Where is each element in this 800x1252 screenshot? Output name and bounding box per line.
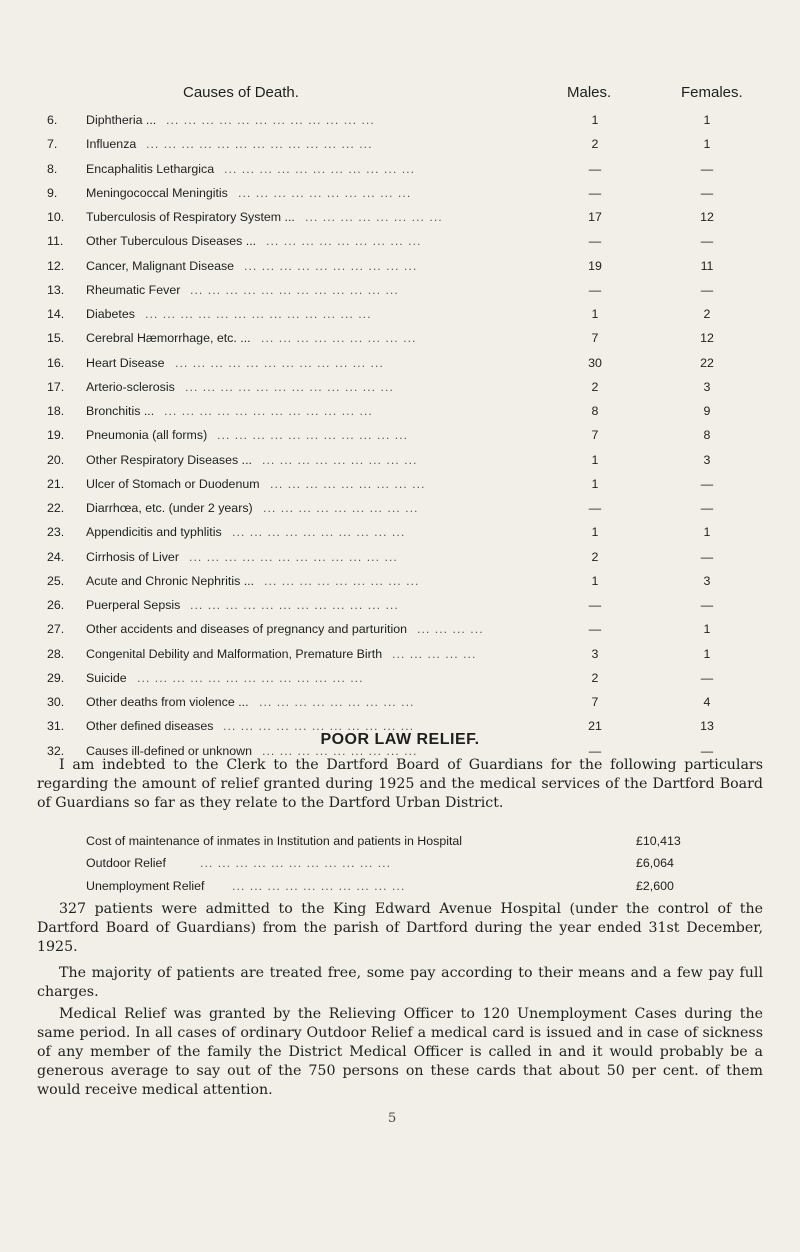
cause-label: Other Tuberculous Diseases ... — [86, 234, 257, 249]
females-count: 3 — [703, 573, 711, 588]
row-number: 24. — [47, 549, 65, 564]
table-row — [0, 399, 800, 423]
cause-label: Acute and Chronic Nephritis ... — [86, 573, 255, 588]
cause-label: Rheumatic Fever — [86, 282, 181, 297]
males-count: 19 — [588, 258, 602, 273]
row-number: 30. — [47, 695, 65, 709]
table-row — [0, 448, 800, 472]
table-row — [0, 229, 800, 253]
females-count: — — [700, 476, 714, 491]
females-count: 2 — [703, 307, 711, 321]
row-number: 16. — [47, 355, 65, 370]
males-count: 21 — [588, 719, 602, 734]
relief-amount: £2,600 — [636, 879, 674, 893]
table-row — [0, 157, 800, 181]
males-count: 1 — [591, 307, 599, 321]
males-count: 17 — [588, 210, 602, 224]
row-number: 7. — [47, 137, 58, 152]
row-number: 29. — [47, 670, 65, 685]
row-number: 23. — [47, 525, 65, 540]
males-count: 8 — [591, 404, 599, 418]
header-females: Females. — [681, 84, 743, 101]
leader-dots: ... ... ... ... ... ... ... ... ... — [262, 452, 418, 467]
leader-dots: ... ... ... ... ... ... ... ... ... ... — [238, 185, 412, 200]
row-number: 19. — [47, 428, 65, 443]
table-row — [0, 132, 800, 156]
males-count: 2 — [591, 379, 599, 394]
table-row — [0, 205, 800, 229]
table-row — [0, 302, 800, 326]
row-number: 25. — [47, 573, 65, 588]
leader-dots: ... ... ... ... ... ... ... ... ... ... ... ... — [164, 404, 373, 418]
females-count: 11 — [700, 258, 714, 273]
page-number: 5 — [388, 1111, 397, 1126]
males-count: 7 — [591, 331, 599, 346]
females-count: 1 — [703, 525, 711, 540]
leader-dots: ... ... ... ... ... ... ... ... ... — [264, 573, 420, 588]
males-count: — — [588, 161, 602, 176]
table-row — [0, 666, 800, 690]
cause-label: Influenza — [86, 137, 137, 152]
cause-label: Ulcer of Stomach or Duodenum — [86, 476, 260, 491]
cause-label: Cerebral Hæmorrhage, etc. ... — [86, 331, 251, 346]
females-count: 4 — [703, 695, 711, 709]
males-count: 7 — [591, 428, 599, 443]
cause-label: Pneumonia (all forms) — [86, 428, 208, 443]
leader-dots: ... ... ... ... ... ... ... ... ... ... ... ... ... — [137, 670, 364, 685]
relief-amount: £6,064 — [636, 856, 674, 870]
table-row — [0, 617, 800, 641]
cause-label: Suicide — [86, 670, 127, 685]
table-row — [0, 472, 800, 496]
males-count: — — [588, 598, 602, 612]
cause-label: Puerperal Sepsis — [86, 598, 181, 612]
row-number: 32. — [47, 743, 65, 758]
cause-label: Other deaths from violence ... — [86, 695, 249, 709]
leader-dots: ... ... ... ... — [417, 622, 484, 637]
table-row — [0, 375, 800, 399]
row-number: 8. — [47, 161, 58, 176]
cause-label: Other defined diseases — [86, 719, 214, 734]
leader-dots: ... ... ... ... ... ... ... ... ... ... ... ... — [189, 549, 398, 564]
leader-dots: ... ... ... ... ... ... ... ... ... ... ... ... — [166, 113, 375, 127]
males-count: 1 — [591, 113, 599, 127]
cause-label: Meningococcal Meningitis — [86, 185, 228, 200]
relief-label: Outdoor Relief — [86, 856, 166, 870]
header-causes: Causes of Death. — [183, 84, 299, 101]
table-row — [0, 423, 800, 447]
females-count: 1 — [703, 113, 711, 127]
table-row — [0, 181, 800, 205]
relief-label: Cost of maintenance of inmates in Institution and patients in Hospital — [86, 834, 463, 848]
cause-label: Appendicitis and typhlitis — [86, 525, 222, 540]
males-count: 1 — [591, 525, 599, 540]
leader-dots: ... ... ... ... ... ... ... ... ... — [261, 331, 417, 346]
females-count: — — [700, 670, 714, 685]
females-count: 3 — [703, 452, 711, 467]
males-count: 1 — [591, 573, 599, 588]
section-title: POOR LAW RELIEF. — [320, 731, 480, 748]
cause-label: Causes ill-defined or unknown — [86, 743, 252, 758]
cause-label: Cancer, Malignant Disease — [86, 258, 235, 273]
leader-dots: ... ... ... ... ... — [392, 646, 477, 661]
row-number: 27. — [47, 622, 65, 637]
leader-dots: ... ... ... ... ... ... ... ... ... ... ... ... ... — [145, 307, 372, 321]
table-row — [0, 278, 800, 302]
leader-dots: ... ... ... ... ... ... ... ... ... ... — [232, 879, 406, 893]
row-number: 15. — [47, 331, 65, 346]
cause-label: Bronchitis ... — [86, 404, 155, 418]
table-row — [0, 351, 800, 375]
row-number: 6. — [47, 113, 58, 127]
row-number: 28. — [47, 646, 65, 661]
females-count: — — [700, 743, 714, 758]
table-row — [0, 326, 800, 350]
row-number: 9. — [47, 185, 58, 200]
table-row — [0, 254, 800, 278]
leader-dots: ... ... ... ... ... ... ... ... ... ... ... ... — [175, 355, 384, 370]
row-number: 20. — [47, 452, 65, 467]
males-count: 2 — [591, 549, 599, 564]
females-count: 8 — [703, 428, 711, 443]
cause-label: Diabetes — [86, 307, 135, 321]
females-count: — — [700, 501, 714, 515]
females-count: — — [700, 549, 714, 564]
cause-label: Other Respiratory Diseases ... — [86, 452, 252, 467]
males-count: — — [588, 185, 602, 200]
leader-dots: ... ... ... ... ... ... ... ... ... ... ... — [217, 428, 409, 443]
females-count: 1 — [703, 622, 711, 637]
medical-relief-paragraph: Medical Relief was granted by the Relieving Officer to 120 Unemployment Cases during the same period. In all cases of ordinary Outdoor Relief a medical card is issued and in case of sickness of any member of the family the District Medical Officer is called in and it would probably be a generous average to say out of the 750 persons on these cards that about 50 per cent. of them would receive medical attention. — [37, 1006, 763, 1098]
leader-dots: ... ... ... ... ... ... ... ... ... ... ... — [200, 856, 392, 870]
cause-label: Tuberculosis of Respiratory System ... — [86, 210, 295, 224]
row-number: 12. — [47, 258, 65, 273]
females-count: 1 — [703, 137, 711, 152]
males-count: 7 — [591, 695, 599, 709]
intro-paragraph: I am indebted to the Clerk to the Dartford Board of Guardians for the following particulars regarding the amount of relief granted during 1925 and the medical services of the Dartford Board of Guardians so far as they relate to the Dartford Urban District. — [37, 757, 763, 811]
males-count: — — [588, 743, 602, 758]
table-row — [0, 569, 800, 593]
females-count: — — [700, 598, 714, 612]
cause-label: Congenital Debility and Malformation, Premature Birth — [86, 646, 383, 661]
males-count: 2 — [591, 670, 599, 685]
leader-dots: ... ... ... ... ... ... ... ... ... ... ... ... ... — [146, 137, 373, 152]
relief-amount: £10,413 — [636, 834, 681, 848]
row-number: 13. — [47, 282, 65, 297]
row-number: 11. — [47, 234, 64, 249]
females-count: 1 — [703, 646, 711, 661]
females-count: 13 — [700, 719, 714, 734]
cause-label: Cirrhosis of Liver — [86, 549, 179, 564]
leader-dots: ... ... ... ... ... ... ... ... ... ... ... ... — [190, 598, 399, 612]
males-count: 1 — [591, 476, 599, 491]
females-count: — — [700, 161, 714, 176]
causes-of-death-table — [0, 108, 800, 763]
females-count: 3 — [703, 379, 711, 394]
cause-label: Diphtheria ... — [86, 113, 157, 127]
leader-dots: ... ... ... ... ... ... ... ... ... ... — [232, 525, 406, 540]
charges-paragraph: The majority of patients are treated free, some pay according to their means and a few pay full charges. — [37, 965, 763, 1000]
table-row — [0, 545, 800, 569]
table-row — [0, 496, 800, 520]
females-count: 12 — [700, 210, 714, 224]
leader-dots: ... ... ... ... ... ... ... ... ... ... ... — [224, 161, 416, 176]
males-count: 2 — [591, 137, 599, 152]
leader-dots: ... ... ... ... ... ... ... ... — [305, 210, 443, 224]
header-males: Males. — [567, 84, 612, 101]
table-row — [0, 593, 800, 617]
cause-label: Arterio-sclerosis — [86, 379, 175, 394]
males-count: — — [588, 622, 602, 637]
row-number: 14. — [47, 307, 65, 321]
leader-dots: ... ... ... ... ... ... ... ... ... ... ... ... — [190, 282, 399, 297]
females-count: — — [700, 185, 714, 200]
row-number: 26. — [47, 598, 65, 612]
row-number: 10. — [47, 210, 65, 224]
cause-label: Heart Disease — [86, 355, 165, 370]
males-count: — — [588, 234, 602, 249]
females-count: 9 — [703, 404, 711, 418]
females-count: 12 — [700, 331, 714, 346]
relief-label: Unemployment Relief — [86, 879, 205, 893]
row-number: 31. — [47, 719, 65, 734]
leader-dots: ... ... ... ... ... ... ... ... ... — [266, 234, 422, 249]
table-row — [0, 108, 800, 132]
leader-dots: ... ... ... ... ... ... ... ... ... ... ... ... — [185, 379, 394, 394]
leader-dots: ... ... ... ... ... ... ... ... ... — [262, 743, 418, 758]
males-count: 30 — [588, 355, 602, 370]
row-number: 17. — [47, 379, 65, 394]
row-number: 21. — [47, 476, 65, 491]
leader-dots: ... ... ... ... ... ... ... ... ... ... — [244, 258, 418, 273]
males-count: 1 — [591, 452, 599, 467]
leader-dots: ... ... ... ... ... ... ... ... ... — [263, 501, 419, 515]
males-count: 3 — [591, 646, 599, 661]
row-number: 22. — [47, 501, 65, 515]
table-row — [0, 690, 800, 714]
females-count: — — [700, 234, 714, 249]
cause-label: Other accidents and diseases of pregnancy and parturition — [86, 622, 407, 637]
males-count: — — [588, 282, 602, 297]
leader-dots: ... ... ... ... ... ... ... ... ... — [259, 695, 415, 709]
row-number: 18. — [47, 404, 65, 418]
females-count: 22 — [700, 355, 714, 370]
cause-label: Encaphalitis Lethargica — [86, 161, 215, 176]
table-row — [0, 642, 800, 666]
table-row — [0, 520, 800, 544]
leader-dots: ... ... ... ... ... ... ... ... ... ... ... — [223, 719, 415, 734]
leader-dots: ... ... ... ... ... ... ... ... ... — [270, 476, 426, 491]
admissions-paragraph: 327 patients were admitted to the King Edward Avenue Hospital (under the control of the Dartford Board of Guardians) from the parish of Dartford during the year ended 31st December, 1925. — [37, 901, 763, 955]
females-count: — — [700, 282, 714, 297]
cause-label: Diarrhœa, etc. (under 2 years) — [86, 501, 253, 515]
males-count: — — [588, 501, 602, 515]
